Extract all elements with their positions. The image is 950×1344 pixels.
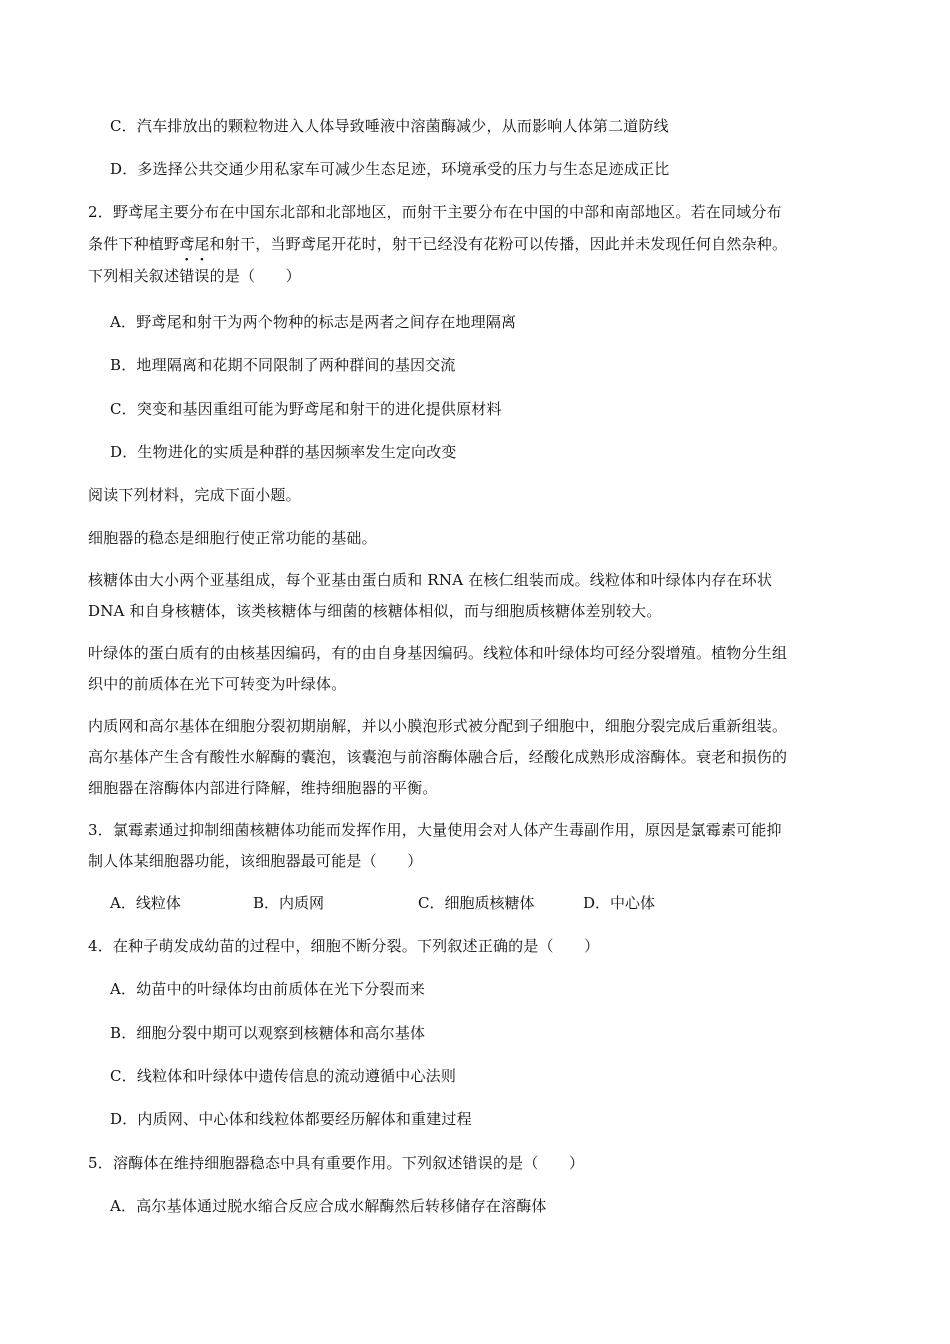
q2-stem-line-3 xyxy=(88,266,868,286)
material-paragraph-3-line-1: 叶绿体的蛋白质有的由核基因编码，有的由自身基因编码。线粒体和叶绿体均可经分裂增殖。植物分生组 xyxy=(88,644,788,662)
q2-stem-line-1: 2．野鸢尾主要分布在中国东北部和北部地区，而射干主要分布在中国的中部和南部地区。若在同域分布 xyxy=(88,203,782,221)
q2-option-c: C．突变和基因重组可能为野鸢尾和射干的进化提供原材料 xyxy=(110,400,502,418)
q4-option-d: D．内质网、中心体和线粒体都要经历解体和重建过程 xyxy=(110,1110,472,1128)
q4-option-b: B．细胞分裂中期可以观察到核糖体和高尔基体 xyxy=(110,1024,426,1042)
material-paragraph-2-line-1: 核糖体由大小两个亚基组成，每个亚基由蛋白质和 RNA 在核仁组装而成。线粒体和叶绿体内存在环状 xyxy=(88,571,773,589)
q5-option-a: A．高尔基体通过脱水缩合反应合成水解酶然后转移储存在溶酶体 xyxy=(110,1197,547,1215)
q4-stem: 4．在种子萌发成幼苗的过程中，细胞不断分裂。下列叙述正确的是（ ） xyxy=(88,937,600,955)
q2-stem-line-2: 条件下种植野鸢尾和射干，当野鸢尾开花时，射干已经没有花粉可以传播，因此并未发现任何自然杂种。 xyxy=(88,235,788,253)
q3-option-c: C．细胞质核糖体 xyxy=(418,894,535,912)
q2-option-a: A．野鸢尾和射干为两个物种的标志是两者之间存在地理隔离 xyxy=(110,313,517,331)
emphasis-char-2: 误 xyxy=(194,267,210,285)
material-paragraph-4-line-2: 高尔基体产生含有酸性水解酶的囊泡，该囊泡与前溶酶体融合后，经酸化成熟形成溶酶体。衰老和损伤的 xyxy=(88,748,788,766)
q3-stem-line-1: 3．氯霉素通过抑制细菌核糖体功能而发挥作用，大量使用会对人体产生毒副作用，原因是氯霉素可能抑 xyxy=(88,821,782,839)
material-paragraph-4-line-1: 内质网和高尔基体在细胞分裂初期崩解，并以小膜泡形式被分配到子细胞中，细胞分裂完成后重新组装。 xyxy=(88,717,788,735)
material-paragraph-1: 细胞器的稳态是细胞行使正常功能的基础。 xyxy=(88,529,377,547)
q5-stem: 5．溶酶体在维持细胞器稳态中具有重要作用。下列叙述错误的是（ ） xyxy=(88,1154,585,1172)
emphasis-char-1: 错 xyxy=(179,267,195,285)
q4-option-c: C．线粒体和叶绿体中遗传信息的流动遵循中心法则 xyxy=(110,1067,457,1085)
q3-option-b: B．内质网 xyxy=(253,894,325,912)
q1-option-c: C．汽车排放出的颗粒物进入人体导致唾液中溶菌酶减少，从而影响人体第二道防线 xyxy=(110,117,669,135)
q2-stem-suffix: 的是（ ） xyxy=(209,267,301,285)
q2-stem-prefix: 下列相关叙述 xyxy=(88,267,180,285)
q2-option-b: B．地理隔离和花期不同限制了两种群间的基因交流 xyxy=(110,356,456,374)
material-paragraph-3-line-2: 织中的前质体在光下可转变为叶绿体。 xyxy=(88,675,347,693)
q4-option-a: A．幼苗中的叶绿体均由前质体在光下分裂而来 xyxy=(110,980,426,998)
material-intro: 阅读下列材料，完成下面小题。 xyxy=(88,486,301,504)
q2-option-d: D．生物进化的实质是种群的基因频率发生定向改变 xyxy=(110,443,457,461)
q1-option-d: D．多选择公共交通少用私家车可减少生态足迹，环境承受的压力与生态足迹成正比 xyxy=(110,160,670,178)
q3-stem-line-2: 制人体某细胞器功能，该细胞器最可能是（ ） xyxy=(88,852,423,870)
q3-option-d: D．中心体 xyxy=(583,894,656,912)
material-paragraph-2-line-2: DNA 和自身核糖体，该类核糖体与细菌的核糖体相似，而与细胞质核糖体差别较大。 xyxy=(88,602,662,620)
material-paragraph-4-line-3: 细胞器在溶酶体内部进行降解，维持细胞器的平衡。 xyxy=(88,779,438,797)
q3-option-a: A．线粒体 xyxy=(110,894,181,912)
